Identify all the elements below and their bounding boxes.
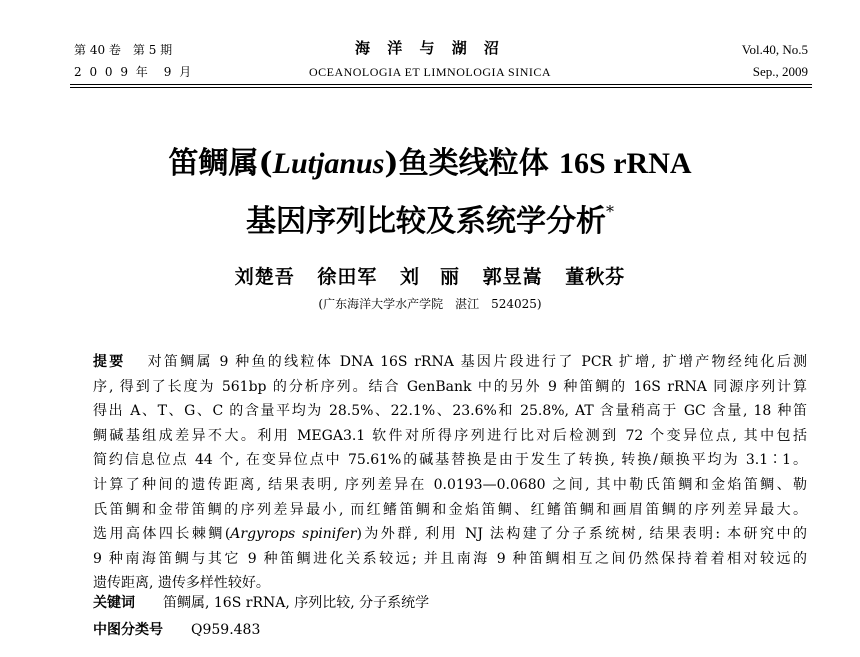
abstract-line: 氏笛鲷和金带笛鲷的序列差异最小, 而红鳍笛鲷和金焰笛鲷、红鳍笛鲷和画眉笛鲷的序列差异最大。	[93, 501, 807, 518]
abstract-line	[93, 350, 807, 375]
header-rule-thin	[70, 87, 812, 88]
journal-name-cn: 海 洋 与 湖 沼	[355, 39, 505, 57]
publication-date-en: Sep., 2009	[752, 64, 808, 79]
author: 刘楚吾	[234, 266, 295, 288]
abstract-line: 得出 A、T、G、C 的含量平均为 28.5%、22.1%、23.6%和 25.8%, AT 含量稍高于 GC 含量, 18 种笛	[93, 403, 807, 420]
volume-issue-en: Vol.40, No.5	[741, 42, 808, 57]
author-list	[0, 262, 860, 289]
classification-label: 中图分类号	[93, 622, 163, 638]
header-rule-thick	[70, 84, 812, 85]
author: 刘 丽	[399, 266, 460, 288]
paper-title-line2	[0, 192, 860, 242]
journal-name-en: OCEANOLOGIA ET LIMNOLOGIA SINICA	[308, 65, 552, 79]
abstract-line: 简约信息位点 44 个, 在变异位点中 75.61%的碱基替换是由于发生了转换, 转换/颠换平均为 3.1∶1。	[93, 452, 807, 469]
volume-issue: 第 40 卷 第 5 期	[74, 43, 173, 57]
abstract-text: )为外群, 利用 NJ 法构建了分子系统树, 结果表明: 本研究中的	[356, 526, 807, 543]
abstract	[93, 350, 807, 596]
abstract-text: 选用高体四长棘鲷(	[93, 526, 231, 543]
title-gene: 16S rRNA	[559, 147, 692, 180]
abstract-line: 9 种南海笛鲷与其它 9 种笛鲷进化关系较远; 并且南海 9 种笛鲷相互之间仍然保持着着相对较远的	[93, 550, 807, 567]
keywords-value: 笛鲷属, 16S rRNA, 序列比较, 分子系统学	[163, 595, 430, 611]
outgroup-species: Argyrops spinifer	[230, 526, 357, 543]
keywords-label: 关键词	[93, 595, 135, 611]
abstract-line	[93, 522, 807, 547]
keywords	[93, 592, 429, 612]
title-pre: 笛鲷属(	[168, 146, 273, 181]
author: 徐田军	[317, 266, 378, 288]
abstract-label: 提要	[93, 354, 126, 370]
abstract-line: 序, 得到了长度为 561bp 的分析序列。结合 GenBank 中的另外 9 种笛鲷的 16S rRNA 同源序列计算	[93, 378, 807, 395]
abstract-line: 计算了种间的遗传距离, 结果表明, 序列差异在 0.0193—0.0680 之间, 其中勒氏笛鲷和金焰笛鲷、勒	[93, 476, 807, 493]
classification	[93, 619, 260, 639]
classification-value: Q959.483	[191, 622, 261, 638]
abstract-line: 鲷碱基组成差异不大。利用 MEGA3.1 软件对所得序列进行比对后检测到 72 个变异位点, 其中包括	[93, 427, 807, 444]
title-line2-text: 基因序列比较及系统学分析	[246, 204, 606, 239]
abstract-text: 对笛鲷属 9 种鱼的线粒体 DNA 16S rRNA 基因片段进行了 PCR 扩增, 扩增产物经纯化后测	[147, 354, 808, 370]
title-post: )鱼类线粒体	[384, 146, 560, 181]
author: 郭昱嵩	[482, 266, 543, 288]
abstract-line: 遗传距离, 遗传多样性较好。	[93, 575, 270, 592]
affiliation: (广东海洋大学水产学院 湛江 524025)	[318, 297, 542, 311]
publication-date-cn: 2 0 0 9 年 9 月	[74, 65, 194, 79]
paper-title-line1	[0, 144, 860, 184]
title-genus: Lutjanus	[272, 147, 385, 180]
author: 董秋芬	[565, 266, 626, 288]
footnote-mark: *	[606, 202, 614, 221]
